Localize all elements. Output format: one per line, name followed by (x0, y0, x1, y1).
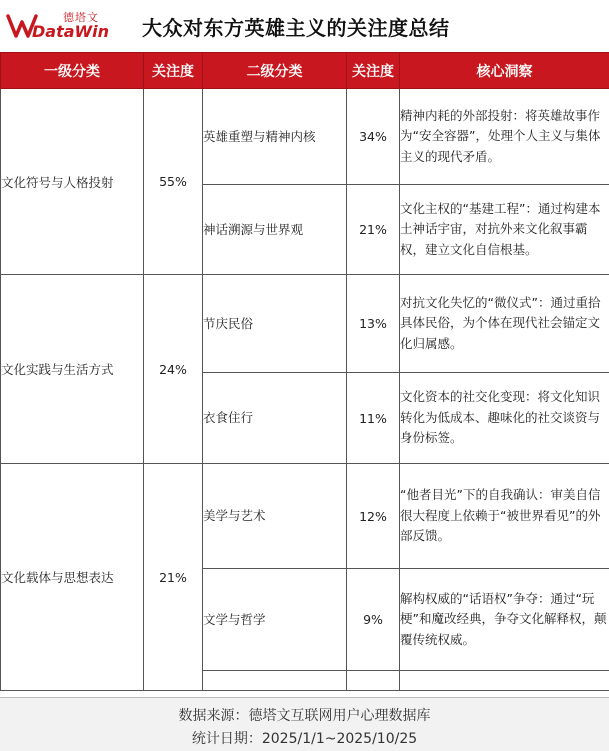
level1-category: 文化符号与人格投射 (1, 89, 144, 275)
level2-category: 文学与哲学 (203, 569, 347, 671)
core-insight: “他者目光”下的自我确认：审美自信很大程度上依赖于“被世界看见”的外部反馈。 (400, 464, 609, 569)
core-insight: 精神内耗的外部投射：将英雄故事作为“安全容器”，处理个人主义与集体主义的现代矛盾。 (400, 89, 609, 185)
table-row (1, 89, 609, 185)
stat-period: 统计日期：2025/1/1~2025/10/25 (0, 728, 609, 748)
empty-cell (400, 671, 609, 691)
level1-attention: 24% (144, 275, 203, 464)
level2-attention: 11% (347, 373, 400, 464)
core-insight: 文化资本的社交化变现：将文化知识转化为低成本、趣味化的社交谈资与身份标签。 (400, 373, 609, 464)
footer (0, 697, 609, 751)
table-row (1, 464, 609, 569)
attention-table (0, 52, 609, 691)
level2-attention: 12% (347, 464, 400, 569)
datawin-logo (6, 6, 106, 46)
level2-attention: 13% (347, 275, 400, 373)
col-header-attention1: 关注度 (144, 53, 203, 89)
col-header-level1: 一级分类 (1, 53, 144, 89)
table-header-row (1, 53, 609, 89)
core-insight: 文化主权的“基建工程”：通过构建本土神话宇宙，对抗外来文化叙事霸权，建立文化自信根基。 (400, 185, 609, 275)
logo-en-text: DataWin (32, 22, 109, 41)
empty-cell (203, 671, 347, 691)
header (0, 0, 609, 52)
level1-attention: 55% (144, 89, 203, 275)
core-insight: 对抗文化失忆的“微仪式”：通过重拾具体民俗，为个体在现代社会锚定文化归属感。 (400, 275, 609, 373)
level2-attention: 21% (347, 185, 400, 275)
level1-attention: 21% (144, 464, 203, 691)
level2-category: 节庆民俗 (203, 275, 347, 373)
level2-category: 英雄重塑与精神内核 (203, 89, 347, 185)
level2-category: 衣食住行 (203, 373, 347, 464)
level2-attention: 9% (347, 569, 400, 671)
data-source: 数据来源：德塔文互联网用户心理数据库 (0, 705, 609, 725)
level1-category: 文化载体与思想表达 (1, 464, 144, 691)
col-header-insight: 核心洞察 (400, 53, 609, 89)
level2-category: 美学与艺术 (203, 464, 347, 569)
level2-category: 神话溯源与世界观 (203, 185, 347, 275)
empty-cell (347, 671, 400, 691)
level1-category: 文化实践与生活方式 (1, 275, 144, 464)
level2-attention: 34% (347, 89, 400, 185)
core-insight: 解构权威的“话语权”争夺：通过“玩梗”和魔改经典，争夺文化解释权，颠覆传统权威。 (400, 569, 609, 671)
page-title: 大众对东方英雄主义的关注度总结 (142, 12, 450, 41)
col-header-attention2: 关注度 (347, 53, 400, 89)
table-row (1, 275, 609, 373)
col-header-level2: 二级分类 (203, 53, 347, 89)
logo-cn-text: 德塔文 (63, 9, 99, 25)
